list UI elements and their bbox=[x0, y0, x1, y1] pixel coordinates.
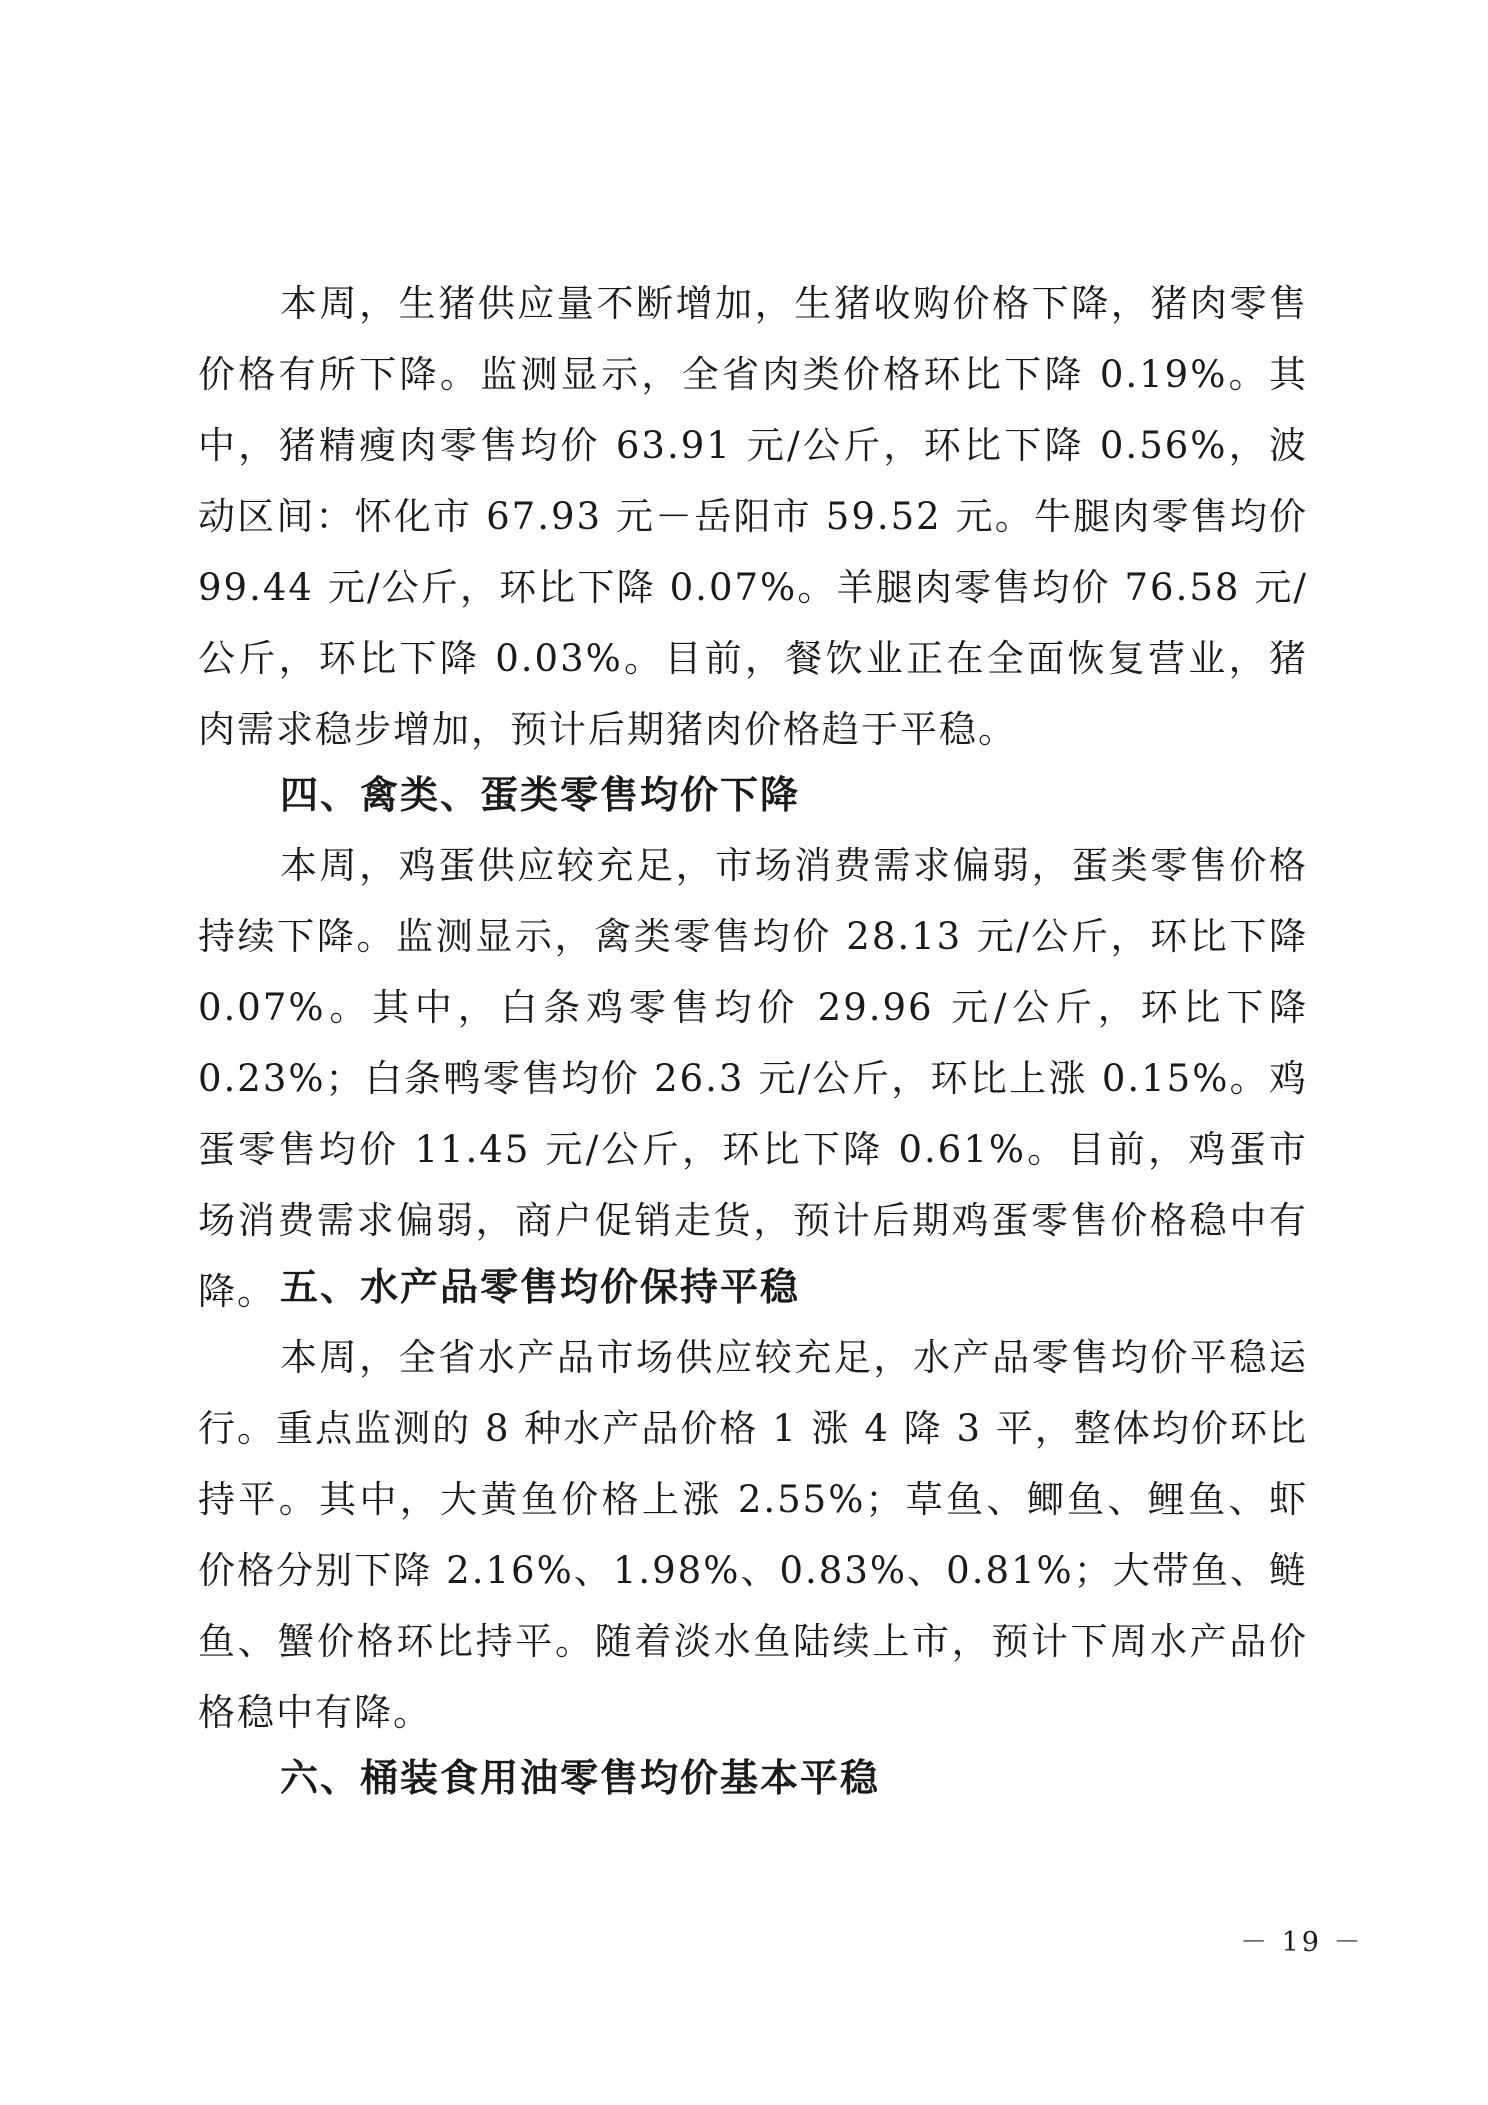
edible-oil-heading: 六、桶装食用油零售均价基本平稳 bbox=[280, 1756, 881, 1800]
poultry-egg-paragraph: 本周，鸡蛋供应较充足，市场消费需求偏弱，蛋类零售价格持续下降。监测显示，禽类零售均价 28.13 元/公斤，环比下降 0.07%。其中，白条鸡零售均价 29.96 元/公斤，环比下降 0.23%；白条鸭零售均价 26.3 元/公斤，环比上涨 0.15%。鸡蛋零售均价 11.45 元/公斤，环比下降 0.61%。目前，鸡蛋市场消费需求偏弱，商户促销走货，预计后期鸡蛋零售价格稳中有降。 bbox=[198, 844, 1308, 1313]
poultry-egg-heading: 四、禽类、蛋类零售均价下降 bbox=[280, 773, 801, 817]
aquatic-products-heading: 五、水产品零售均价保持平稳 bbox=[280, 1265, 801, 1309]
page-number: － 19 － bbox=[1240, 1927, 1364, 1958]
meat-price-paragraph: 本周，生猪供应量不断增加，生猪收购价格下降，猪肉零售价格有所下降。监测显示，全省肉类价格环比下降 0.19%。其中，猪精瘦肉零售均价 63.91 元/公斤，环比下降 0.56%，波动区间：怀化市 67.93 元－岳阳市 59.52 元。牛腿肉零售均价 99.44 元/公斤，环比下降 0.07%。羊腿肉零售均价 76.58 元/公斤，环比下降 0.03%。目前，餐饮业正在全面恢复营业，猪肉需求稳步增加，预计后期猪肉价格趋于平稳。 bbox=[198, 282, 1308, 751]
aquatic-products-paragraph: 本周，全省水产品市场供应较充足，水产品零售均价平稳运行。重点监测的 8 种水产品价格 1 涨 4 降 3 平，整体均价环比持平。其中，大黄鱼价格上涨 2.55%；草鱼、鲫鱼、鲤鱼、虾价格分别下降 2.16%、1.98%、0.83%、0.81%；大带鱼、鲢鱼、蟹价格环比持平。随着淡水鱼陆续上市，预计下周水产品价格稳中有降。 bbox=[198, 1336, 1308, 1734]
